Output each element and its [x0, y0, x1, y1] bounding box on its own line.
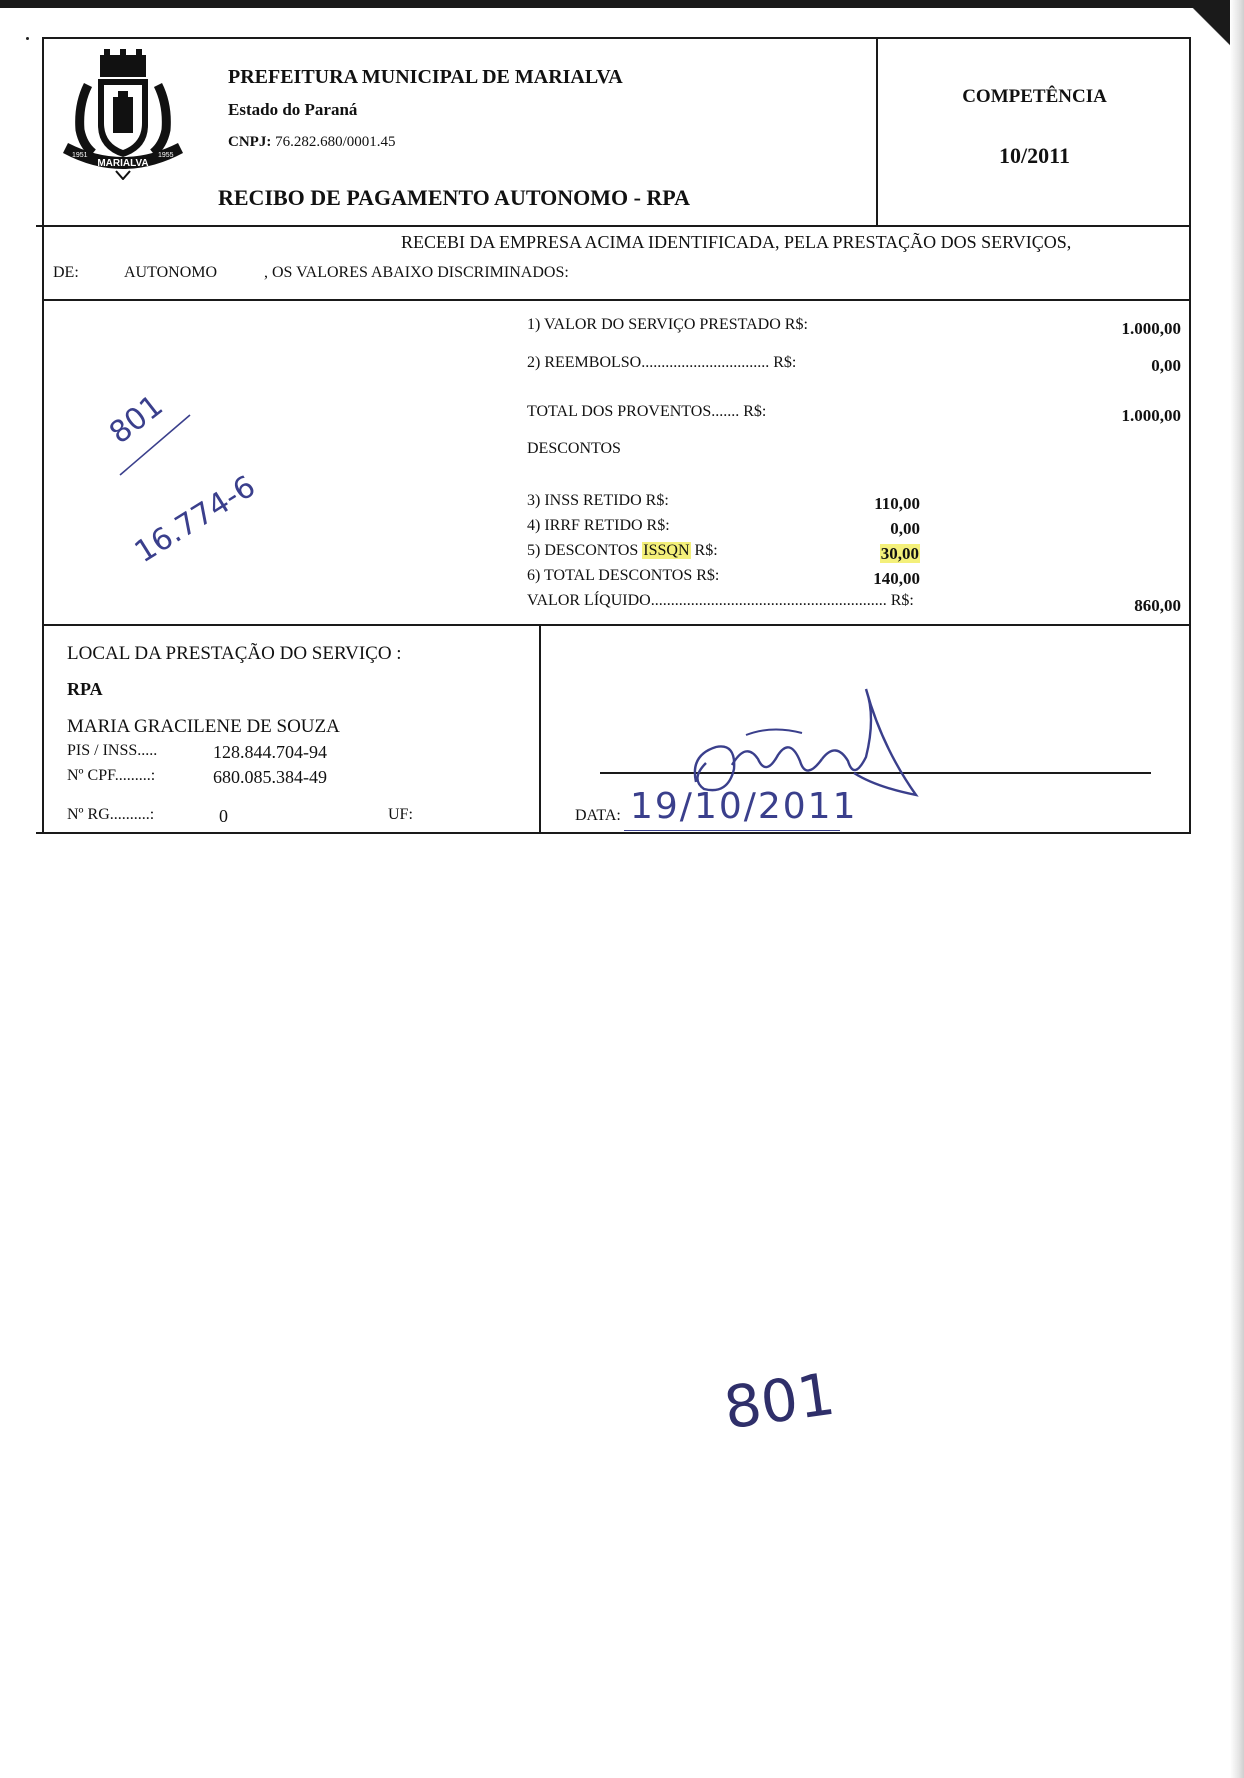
frame-left-upper — [42, 37, 44, 227]
frame-left-mid — [42, 227, 44, 834]
total-descontos-label: 6) TOTAL DESCONTOS R$: — [527, 567, 720, 584]
cpf-label: Nº CPF.........: — [67, 767, 156, 784]
irrf-label: 4) IRRF RETIDO R$: — [527, 517, 670, 534]
handwritten-note-code: 16.774-6 — [128, 468, 262, 571]
scan-border-top — [0, 0, 1244, 8]
handwritten-date: 19/10/2011 — [630, 786, 858, 827]
statement-bottom — [42, 299, 1191, 301]
total-proventos-label: TOTAL DOS PROVENTOS....... R$: — [527, 403, 767, 420]
handwritten-underline-icon — [116, 409, 196, 479]
local-label: LOCAL DA PRESTAÇÃO DO SERVIÇO : — [67, 643, 402, 664]
frame-bottom — [36, 832, 1191, 834]
total-descontos-value: 140,00 — [873, 569, 920, 588]
cnpj-value: 76.282.680/0001.45 — [275, 134, 396, 150]
frame-top — [42, 37, 1189, 39]
inss-label: 3) INSS RETIDO R$: — [527, 492, 669, 509]
rg-value: 0 — [219, 806, 228, 826]
cpf-value: 680.085.384-49 — [213, 767, 327, 787]
statement-line-2: , OS VALORES ABAIXO DISCRIMINADOS: — [264, 264, 569, 281]
svg-text:MARIALVA: MARIALVA — [97, 158, 149, 169]
competencia-label: COMPETÊNCIA — [962, 86, 1107, 107]
pis-value: 128.844.704-94 — [213, 742, 327, 762]
irrf-value: 0,00 — [890, 519, 920, 538]
state-name: Estado do Paraná — [228, 100, 358, 119]
municipal-crest-icon — [58, 45, 188, 180]
total-proventos-value: 1.000,00 — [1121, 406, 1181, 425]
header-bottom — [36, 225, 1191, 227]
provider-name: MARIA GRACILENE DE SOUZA — [67, 716, 340, 737]
cnpj-label: CNPJ: — [228, 134, 272, 150]
cnpj — [228, 135, 396, 150]
inss-value: 110,00 — [874, 494, 920, 513]
competencia-value: 10/2011 — [999, 143, 1070, 168]
local-value: RPA — [67, 679, 103, 699]
pis-label: PIS / INSS..... — [67, 742, 158, 759]
provider-divider — [539, 626, 541, 834]
issqn-highlight: ISSQN — [643, 542, 690, 559]
receipt-title: RECIBO DE PAGAMENTO AUTONOMO - RPA — [218, 185, 691, 210]
reembolso-value: 0,00 — [1151, 356, 1181, 375]
de-value: AUTONOMO — [124, 264, 218, 281]
statement-line-1: RECEBI DA EMPRESA ACIMA IDENTIFICADA, PELA PRESTAÇÃO DOS SERVIÇOS, — [401, 232, 1072, 252]
scan-speck — [26, 37, 29, 40]
liquido-value: 860,00 — [1134, 596, 1181, 615]
servico-value: 1.000,00 — [1121, 319, 1181, 338]
issqn-value-text: 30,00 — [880, 544, 919, 563]
rg-label: Nº RG..........: — [67, 806, 155, 823]
svg-text:1955: 1955 — [158, 152, 174, 159]
data-label: DATA: — [575, 807, 621, 824]
liquido-label: VALOR LÍQUIDO........................................................... R$: — [527, 592, 914, 609]
handwritten-bottom-number: 801 — [719, 1359, 839, 1443]
competencia-divider — [876, 37, 878, 227]
de-label: DE: — [53, 264, 79, 281]
issqn-label-post: R$: — [690, 542, 718, 559]
org-name: PREFEITURA MUNICIPAL DE MARIALVA — [228, 66, 623, 88]
date-underline — [624, 830, 840, 831]
issqn-label-pre: 5) DESCONTOS — [527, 542, 643, 559]
uf-label: UF: — [388, 806, 413, 823]
scan-border-right — [1230, 0, 1244, 1778]
svg-text:1951: 1951 — [72, 152, 88, 159]
issqn-value — [796, 545, 920, 562]
rpa-receipt-form — [36, 37, 1191, 834]
values-bottom — [42, 624, 1191, 626]
servico-label: 1) VALOR DO SERVIÇO PRESTADO R$: — [527, 316, 808, 333]
handwritten-note-number: 801 — [102, 388, 170, 452]
issqn-label — [527, 543, 718, 559]
reembolso-label: 2) REEMBOLSO................................ R$: — [527, 354, 797, 371]
descontos-heading: DESCONTOS — [527, 440, 621, 457]
